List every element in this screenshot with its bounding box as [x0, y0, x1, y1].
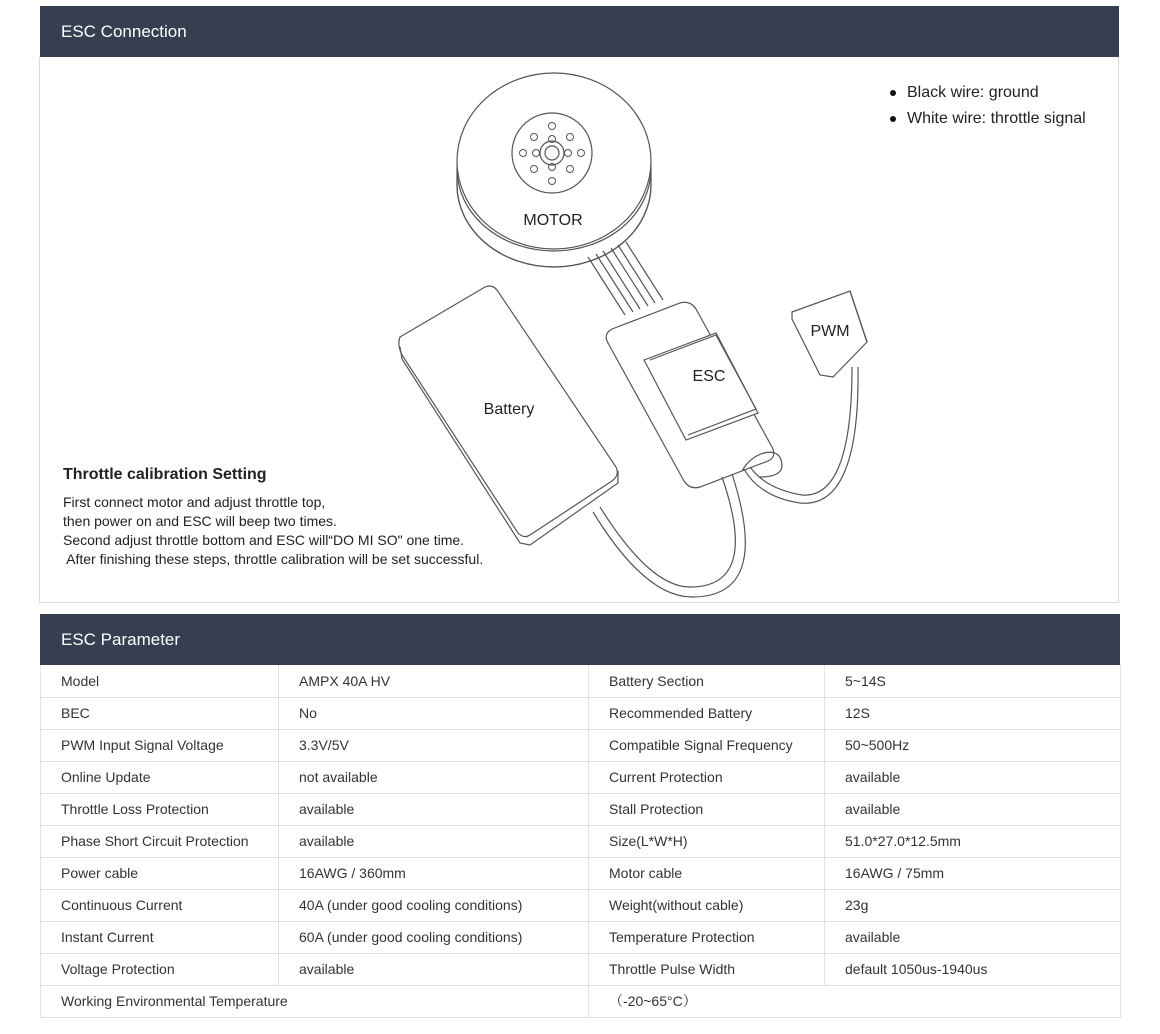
calibration-line: Second adjust throttle bottom and ESC will“DO MI SO" one time. — [63, 532, 465, 548]
param-label: Throttle Pulse Width — [589, 953, 825, 985]
battery-label: Battery — [483, 401, 535, 418]
legend-signal-text: White wire: throttle signal — [907, 110, 1086, 127]
bullet-icon — [890, 116, 896, 122]
esc-parameter-header — [40, 614, 1120, 665]
param-label: Power cable — [41, 857, 279, 889]
pwm-label: PWM — [810, 323, 850, 340]
param-value: 50~500Hz — [825, 729, 1121, 761]
param-label: Recommended Battery — [589, 697, 825, 729]
param-label: Compatible Signal Frequency — [589, 729, 825, 761]
throttle-calibration — [63, 466, 483, 569]
legend-ground-text: Black wire: ground — [907, 84, 1039, 101]
param-label: PWM Input Signal Voltage — [41, 729, 279, 761]
param-label: Motor cable — [589, 857, 825, 889]
table-row — [41, 857, 1121, 889]
table-row — [41, 921, 1121, 953]
legend-item-ground — [890, 80, 1086, 106]
param-value: 3.3V/5V — [279, 729, 589, 761]
esc-parameter-title: ESC Parameter — [61, 629, 181, 649]
param-value: 40A (under good cooling conditions) — [279, 889, 589, 921]
param-label: Phase Short Circuit Protection — [41, 825, 279, 857]
calibration-title: Throttle calibration Setting — [63, 466, 267, 483]
table-row — [41, 889, 1121, 921]
calibration-line: then power on and ESC will beep two times. — [63, 513, 337, 529]
param-label: Battery Section — [589, 665, 825, 697]
param-label: Voltage Protection — [41, 953, 279, 985]
param-value: available — [279, 793, 589, 825]
param-label: Weight(without cable) — [589, 889, 825, 921]
param-value: （-20~65°C） — [589, 985, 1121, 1017]
param-label: Online Update — [41, 761, 279, 793]
calibration-line: First connect motor and adjust throttle top, — [63, 494, 326, 510]
param-value: 5~14S — [825, 665, 1121, 697]
parameter-table — [40, 665, 1121, 1018]
param-label: Model — [41, 665, 279, 697]
legend-item-signal — [890, 106, 1086, 132]
table-row — [41, 761, 1121, 793]
calibration-line: After finishing these steps, throttle calibration will be set successful. — [63, 551, 484, 567]
motor-label: MOTOR — [523, 212, 583, 229]
table-row — [41, 953, 1121, 985]
esc-label: ESC — [692, 368, 726, 385]
param-label: Temperature Protection — [589, 921, 825, 953]
bullet-icon — [890, 90, 896, 96]
param-value: 16AWG / 360mm — [279, 857, 589, 889]
table-row — [41, 793, 1121, 825]
esc-connection-title: ESC Connection — [61, 21, 187, 41]
param-value: 12S — [825, 697, 1121, 729]
param-value: No — [279, 697, 589, 729]
wire-legend — [890, 80, 1086, 132]
param-label: Current Protection — [589, 761, 825, 793]
param-label: Working Environmental Temperature — [41, 985, 589, 1017]
param-value: available — [825, 761, 1121, 793]
param-value: 16AWG / 75mm — [825, 857, 1121, 889]
table-row — [41, 697, 1121, 729]
param-value: available — [825, 793, 1121, 825]
param-value: not available — [279, 761, 589, 793]
param-value: available — [279, 825, 589, 857]
table-row — [41, 825, 1121, 857]
table-row — [41, 729, 1121, 761]
param-label: BEC — [41, 697, 279, 729]
table-row — [41, 985, 1121, 1017]
table-row — [41, 665, 1121, 697]
param-label: Stall Protection — [589, 793, 825, 825]
param-value: 60A (under good cooling conditions) — [279, 921, 589, 953]
param-value: AMPX 40A HV — [279, 665, 589, 697]
param-value: available — [279, 953, 589, 985]
param-value: available — [825, 921, 1121, 953]
param-label: Throttle Loss Protection — [41, 793, 279, 825]
param-value: 23g — [825, 889, 1121, 921]
motor-wires — [588, 242, 663, 315]
param-label: Continuous Current — [41, 889, 279, 921]
param-label: Size(L*W*H) — [589, 825, 825, 857]
esc-connection-header — [40, 6, 1119, 57]
param-value: 51.0*27.0*12.5mm — [825, 825, 1121, 857]
param-label: Instant Current — [41, 921, 279, 953]
param-value: default 1050us-1940us — [825, 953, 1121, 985]
motor — [457, 73, 651, 267]
esc-body — [606, 302, 774, 488]
